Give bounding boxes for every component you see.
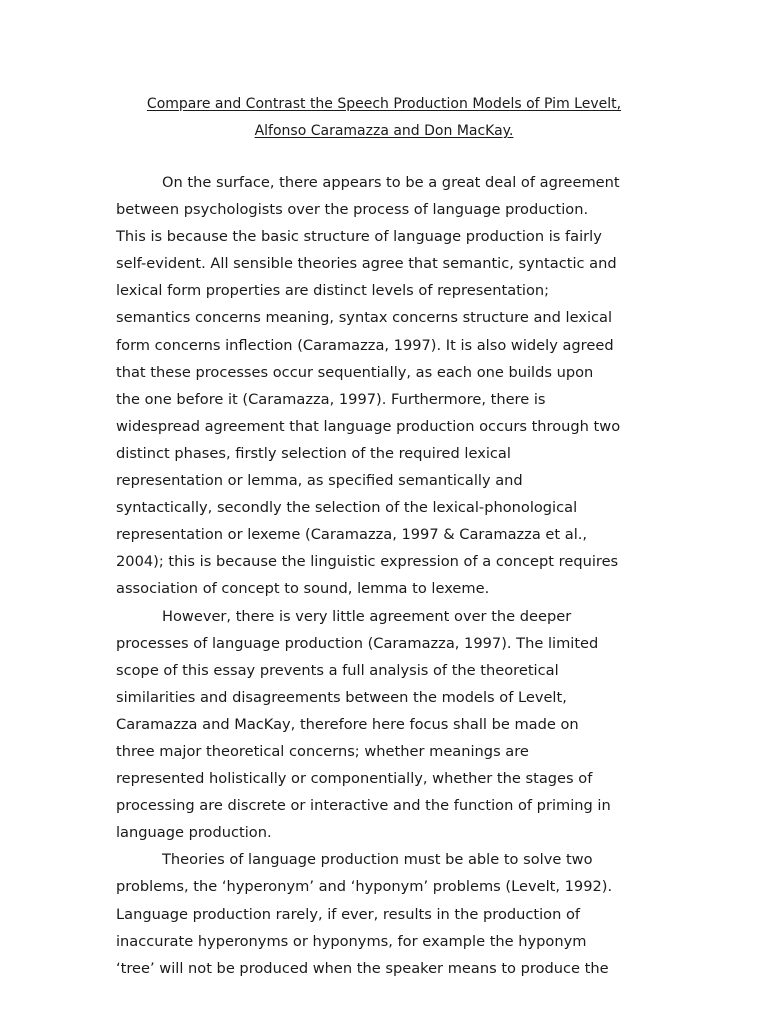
body-text-line: representation or lexeme (Caramazza, 1997 & Caramazza et al., (116, 526, 588, 544)
title-line (0, 118, 768, 145)
body-text-line: that these processes occur sequentially, as each one builds upon (116, 363, 594, 381)
body-text-line: language production. (116, 824, 272, 842)
body-text-line: processes of language production (Caramazza, 1997). The limited (116, 634, 599, 652)
body-text-line: similarities and disagreements between the models of Levelt, (116, 688, 567, 706)
body-text-line: between psychologists over the process of language production. (116, 201, 589, 219)
body-text-line: ‘tree’ will not be produced when the speaker means to produce the (116, 959, 609, 977)
title-line-text: Compare and Contrast the Speech Production Models of Pim Levelt, (146, 96, 622, 112)
body-text-line: represented holistically or componentially, whether the stages of (116, 770, 593, 788)
body-text-line: self-evident. All sensible theories agree that semantic, syntactic and (116, 255, 617, 273)
body-text-line: three major theoretical concerns; whether meanings are (116, 742, 529, 760)
document-title (0, 91, 768, 145)
body-text-line: processing are discrete or interactive and the function of priming in (116, 797, 611, 815)
body-text-line: scope of this essay prevents a full analysis of the theoretical (116, 661, 559, 679)
paragraph-first-line: Theories of language production must be able to solve two (162, 851, 593, 869)
body-text-line: syntactically, secondly the selection of the lexical-phonological (116, 499, 578, 517)
body-text-line: 2004); this is because the linguistic expression of a concept requires (116, 553, 619, 571)
body-text-line: Language production rarely, if ever, results in the production of (116, 905, 581, 923)
body-text-line: problems, the ‘hyperonym’ and ‘hyponym’ problems (Levelt, 1992). (116, 878, 613, 896)
body-text-line: semantics concerns meaning, syntax concerns structure and lexical (116, 309, 613, 327)
body-text-line: This is because the basic structure of language production is fairly (116, 228, 602, 246)
paragraph-first-line: However, there is very little agreement over the deeper (162, 607, 572, 625)
body-text-line: lexical form properties are distinct levels of representation; (116, 282, 550, 300)
body-text-line: the one before it (Caramazza, 1997). Furthermore, there is (116, 390, 546, 408)
body-text-line: form concerns inflection (Caramazza, 1997). It is also widely agreed (116, 336, 614, 354)
body-text-line: distinct phases, firstly selection of the required lexical (116, 444, 511, 462)
body-text-line: widespread agreement that language production occurs through two (116, 417, 621, 435)
paragraph-first-line: On the surface, there appears to be a great deal of agreement (162, 174, 620, 191)
title-line (0, 91, 768, 118)
body-text-line: association of concept to sound, lemma to lexeme. (116, 580, 490, 598)
body-text-line: representation or lemma, as specified semantically and (116, 472, 523, 490)
body-text-line: Caramazza and MacKay, therefore here focus shall be made on (116, 715, 579, 733)
body-text-line: inaccurate hyperonyms or hyponyms, for example the hyponym (116, 932, 587, 950)
document-body (116, 169, 656, 982)
title-line-text: Alfonso Caramazza and Don MacKay. (254, 123, 514, 139)
